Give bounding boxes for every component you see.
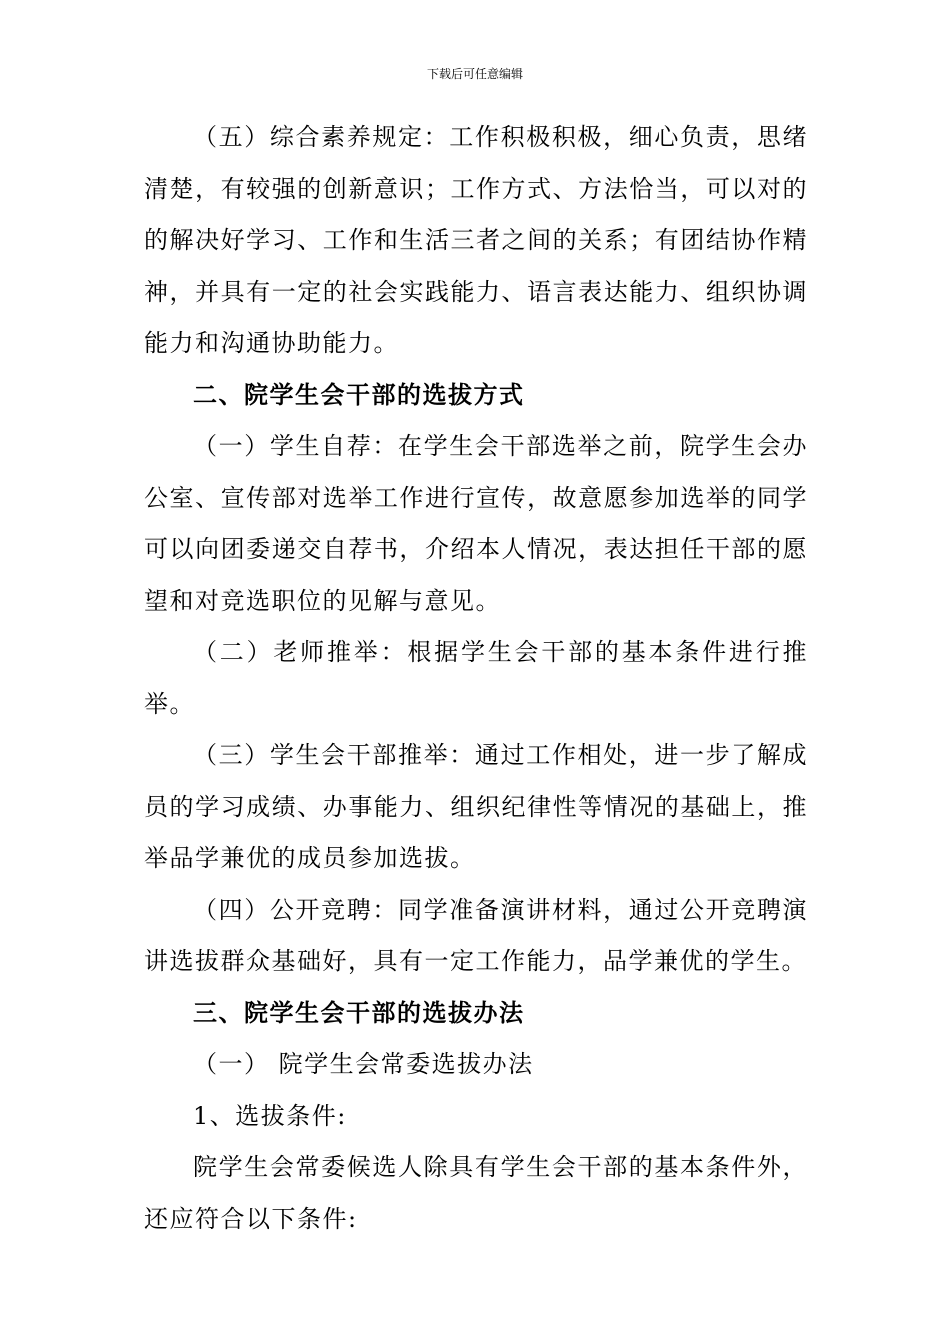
paragraph-self-recommendation: （一）学生自荐：在学生会干部选举之前，院学生会办公室、宣传部对选举工作进行宣传，故意愿参加选举的同学可以向团委递交自荐书，介绍本人情况，表达担任干部的愿望和对竞选职位的见解与意见。 xyxy=(144,432,808,615)
section-heading-selection-methods: 二、院学生会干部的选拔方式 xyxy=(193,380,525,409)
paragraph-teacher-recommendation: （二）老师推举：根据学生会干部的基本条件进行推举。 xyxy=(144,638,808,718)
paragraph-candidate-requirements: 院学生会常委候选人除具有学生会干部的基本条件外，还应符合以下条件: xyxy=(144,1153,808,1233)
subheading-standing-committee: （一） 院学生会常委选拔办法 xyxy=(193,1050,534,1078)
document-body xyxy=(144,112,808,1245)
header-note: 下载后可任意编辑 xyxy=(426,67,523,81)
section-heading-selection-procedures: 三、院学生会干部的选拔办法 xyxy=(193,998,525,1027)
paragraph-public-competition: （四）公开竞聘：同学准备演讲材料，通过公开竞聘演讲选拔群众基础好，具有一定工作能力，品学兼优的学生。 xyxy=(144,895,808,975)
paragraph-cadre-recommendation: （三）学生会干部推举：通过工作相处，进一步了解成员的学习成绩、办事能力、组织纪律性等情况的基础上，推举品学兼优的成员参加选拔。 xyxy=(144,741,808,872)
paragraph-comprehensive-quality: （五）综合素养规定：工作积极积极，细心负责，思绪清楚，有较强的创新意识；工作方式、方法恰当，可以对的的解决好学习、工作和生活三者之间的关系；有团结协作精神，并具有一定的社会实践能力、语言表达能力、组织协调能力和沟通协助能力。 xyxy=(144,123,808,357)
item-selection-conditions: 1、选拔条件: xyxy=(193,1101,347,1130)
